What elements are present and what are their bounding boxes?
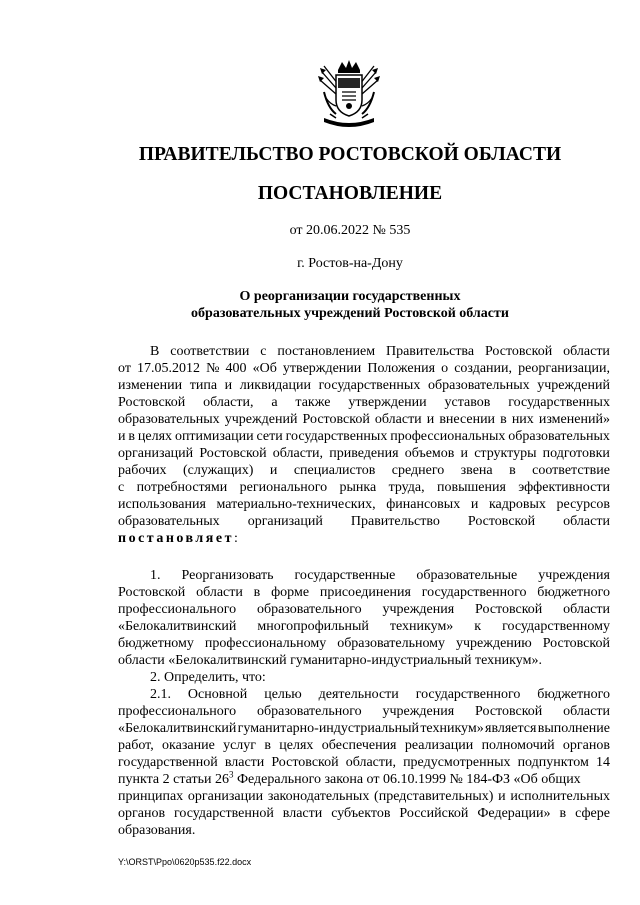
word: государственных xyxy=(318,378,421,393)
word: финансовых xyxy=(386,497,461,512)
word: образовательному xyxy=(337,636,446,651)
word: области xyxy=(196,585,243,600)
word: и xyxy=(470,497,479,512)
word: образовательного xyxy=(256,704,362,719)
word: Ростовской xyxy=(475,602,543,617)
word: является xyxy=(485,721,537,736)
word: целях xyxy=(137,429,173,444)
word: профессионального xyxy=(118,602,237,617)
text-fragment: пункта 2 статьи 26 xyxy=(118,772,229,787)
word: соответствии xyxy=(170,344,250,359)
word: деятельности xyxy=(318,687,399,702)
word: в xyxy=(253,585,261,600)
word: Правительство xyxy=(350,514,440,529)
word: принципах xyxy=(118,789,184,804)
word: «Белокалитвинский xyxy=(118,619,237,634)
text-line xyxy=(118,411,610,428)
decree-line xyxy=(118,530,610,547)
file-path-footer: Y:\ORST\Ppo\0620p535.f22.docx xyxy=(118,857,252,867)
word: многопрофильный xyxy=(257,619,369,634)
word: форме xyxy=(271,585,310,600)
word: техникум» xyxy=(420,721,484,736)
word: учреждения xyxy=(538,568,610,583)
preamble xyxy=(118,343,610,547)
title-line: О реорганизации государственных xyxy=(239,289,461,304)
text-line: области «Белокалитвинский гуманитарно-индустриальный техникум». xyxy=(118,653,542,668)
word: 14 xyxy=(595,755,610,770)
word: государственного xyxy=(421,585,527,600)
word: 1. xyxy=(150,568,161,583)
word: учреждений xyxy=(224,412,298,427)
word: организации xyxy=(187,789,264,804)
word: рабочих xyxy=(118,463,167,478)
word: области, xyxy=(203,395,254,410)
word: № xyxy=(206,361,220,376)
text-line xyxy=(118,479,610,496)
word: в xyxy=(559,806,567,821)
word: в xyxy=(509,463,516,478)
word: специалистов xyxy=(293,463,376,478)
word: субъектов xyxy=(331,806,391,821)
text-line xyxy=(118,584,610,601)
word: Ростовской xyxy=(484,344,553,359)
word: изменений» xyxy=(538,412,610,427)
word: о xyxy=(441,361,449,376)
word: учреждению xyxy=(456,636,532,651)
word: области xyxy=(563,602,610,617)
text-line xyxy=(118,737,610,754)
text-line xyxy=(118,394,610,411)
word: Ростовской xyxy=(542,636,610,651)
title-line: образовательных учреждений Ростовской области xyxy=(191,306,509,321)
word: образовательных xyxy=(427,378,530,393)
word: создании, xyxy=(454,361,513,376)
word: Ростовской xyxy=(271,755,339,770)
word: Реорганизовать xyxy=(181,568,274,583)
word: Ростовской xyxy=(199,446,267,461)
text-line xyxy=(118,720,610,737)
word: государственному xyxy=(502,619,610,634)
text-line: 2. Определить, что: xyxy=(150,670,266,685)
word: Положения xyxy=(367,361,436,376)
word: сети xyxy=(256,429,283,444)
word: структуры xyxy=(474,446,537,461)
text-line xyxy=(118,686,610,703)
word: Ростовской xyxy=(302,412,370,427)
word: работ, xyxy=(118,738,154,753)
text-line: образования. xyxy=(118,823,196,838)
word: государственной xyxy=(118,755,218,770)
item-2-1 xyxy=(118,686,610,839)
word: учреждения xyxy=(382,704,455,719)
word: с xyxy=(118,480,125,495)
word: повышения xyxy=(436,480,506,495)
word: образовательного xyxy=(256,602,362,617)
word: Ростовской xyxy=(467,514,536,529)
word: с xyxy=(260,344,267,359)
word: 17.05.2012 xyxy=(137,361,201,376)
word: материально-технических, xyxy=(216,497,376,512)
word: кадровых xyxy=(488,497,546,512)
word: оказание xyxy=(162,738,215,753)
word: изменении xyxy=(118,378,183,393)
word: бюджетному xyxy=(118,636,194,651)
text-line xyxy=(118,788,610,805)
coat-of-arms-icon xyxy=(316,58,382,130)
word: 2.1. xyxy=(150,687,171,702)
word: законодательных xyxy=(267,789,370,804)
word: присоединения xyxy=(319,585,411,600)
word: Федерации» xyxy=(477,806,551,821)
word: (представительных) xyxy=(374,789,494,804)
word: утверждении xyxy=(282,361,362,376)
word: регионального xyxy=(239,480,328,495)
word: «Белокалитвинский xyxy=(118,721,237,736)
word: полномочий xyxy=(481,738,555,753)
word: Российской xyxy=(399,806,469,821)
word: к xyxy=(474,619,482,634)
word: 400 xyxy=(225,361,247,376)
text-line xyxy=(118,567,610,584)
word: потребностями xyxy=(136,480,228,495)
word: целью xyxy=(264,687,302,702)
word: уставов xyxy=(444,395,491,410)
text-fragment: Федерального закона от 06.10.1999 № 184-ФЗ «Об общих xyxy=(233,772,581,787)
word: области xyxy=(374,412,422,427)
word: образовательных xyxy=(118,514,220,529)
document-title xyxy=(0,288,640,322)
word: оптимизации xyxy=(174,429,254,444)
text-line xyxy=(118,343,610,360)
word: постановлением xyxy=(277,344,376,359)
word: от xyxy=(118,361,131,376)
document-type-heading: ПОСТАНОВЛЕНИЕ xyxy=(257,183,443,204)
text-line xyxy=(118,462,610,479)
word: сфере xyxy=(575,806,610,821)
word: приведения xyxy=(329,446,399,461)
word: Основной xyxy=(187,687,248,702)
word: в xyxy=(500,412,507,427)
text-line xyxy=(118,771,610,788)
word: государственных xyxy=(508,395,610,410)
decree-colon: : xyxy=(233,531,238,546)
word: предусмотренных xyxy=(403,755,511,770)
word: области, xyxy=(345,755,396,770)
word: выполнение xyxy=(537,721,610,736)
word: целях xyxy=(279,738,314,753)
word: и xyxy=(224,378,233,393)
text-line xyxy=(118,754,610,771)
word: образовательных xyxy=(118,412,220,427)
word: утверждении xyxy=(348,395,427,410)
text-line xyxy=(118,513,610,530)
word: внесении xyxy=(439,412,496,427)
word: образовательные xyxy=(416,568,518,583)
word: звена xyxy=(460,463,493,478)
word: образовательных xyxy=(508,429,610,444)
word: и xyxy=(460,446,469,461)
word: техникум» xyxy=(389,619,454,634)
word: власти xyxy=(224,755,265,770)
word: бюджетного xyxy=(537,585,610,600)
word: в xyxy=(264,738,271,753)
word: Правительства xyxy=(385,344,475,359)
word: органов xyxy=(118,806,166,821)
word: В xyxy=(150,344,160,359)
word: них xyxy=(511,412,534,427)
organization-heading: ПРАВИТЕЛЬСТВО РОСТОВСКОЙ ОБЛАСТИ xyxy=(138,144,562,165)
word: государственные xyxy=(294,568,396,583)
word: Ростовской xyxy=(118,395,186,410)
city: г. Ростов-на-Дону xyxy=(297,256,403,271)
word: «Об xyxy=(252,361,277,376)
word: и xyxy=(118,429,126,444)
word: подпунктом xyxy=(517,755,589,770)
decree-word: постановляет xyxy=(118,531,234,546)
text-line xyxy=(118,601,610,618)
text-line xyxy=(118,360,610,377)
word: профессионального xyxy=(118,704,237,719)
word: и xyxy=(498,789,506,804)
text-line xyxy=(118,428,610,445)
text-line xyxy=(118,703,610,720)
word: труда, xyxy=(388,480,425,495)
text-line xyxy=(118,805,610,822)
word: рынка xyxy=(339,480,377,495)
word: также xyxy=(295,395,331,410)
word: среднего xyxy=(391,463,445,478)
word: типа xyxy=(189,378,218,393)
word: (служащих) xyxy=(182,463,254,478)
word: организаций xyxy=(247,514,323,529)
word: власти xyxy=(282,806,323,821)
word: использования xyxy=(118,497,206,512)
text-line xyxy=(118,496,610,513)
date-number: от 20.06.2022 № 535 xyxy=(289,223,411,238)
item-1 xyxy=(118,567,610,686)
word: и xyxy=(269,463,278,478)
word: обеспечения xyxy=(321,738,397,753)
word: области xyxy=(563,344,610,359)
word: органов xyxy=(562,738,610,753)
word: объемов xyxy=(404,446,455,461)
word: области xyxy=(563,514,610,529)
word: ресурсов xyxy=(556,497,610,512)
text-line xyxy=(118,635,610,652)
word: реорганизации, xyxy=(518,361,610,376)
word: профессиональных xyxy=(390,429,506,444)
word: области xyxy=(563,704,610,719)
word: государственных xyxy=(285,429,388,444)
word: учреждений xyxy=(537,378,610,393)
word: а xyxy=(271,395,278,410)
word: гуманитарно-индустриальный xyxy=(237,721,420,736)
word: бюджетного xyxy=(537,687,610,702)
text-line xyxy=(118,618,610,635)
word: исполнительных xyxy=(510,789,610,804)
word: государственного xyxy=(415,687,521,702)
word: подготовки xyxy=(542,446,610,461)
word: и xyxy=(426,412,435,427)
superscript: 3 xyxy=(228,769,234,780)
word: организаций xyxy=(118,446,194,461)
word: реализации xyxy=(404,738,474,753)
word: ликвидации xyxy=(239,378,311,393)
word: в xyxy=(128,429,136,444)
text-line xyxy=(118,377,610,394)
text-line xyxy=(118,445,610,462)
word: Ростовской xyxy=(475,704,543,719)
word: государственной xyxy=(174,806,274,821)
word: услуг xyxy=(223,738,257,753)
word: Ростовской xyxy=(118,585,186,600)
word: учреждения xyxy=(382,602,455,617)
word: области, xyxy=(272,446,324,461)
word: профессиональному xyxy=(204,636,327,651)
word: соответствие xyxy=(532,463,610,478)
word: эффективности xyxy=(518,480,610,495)
